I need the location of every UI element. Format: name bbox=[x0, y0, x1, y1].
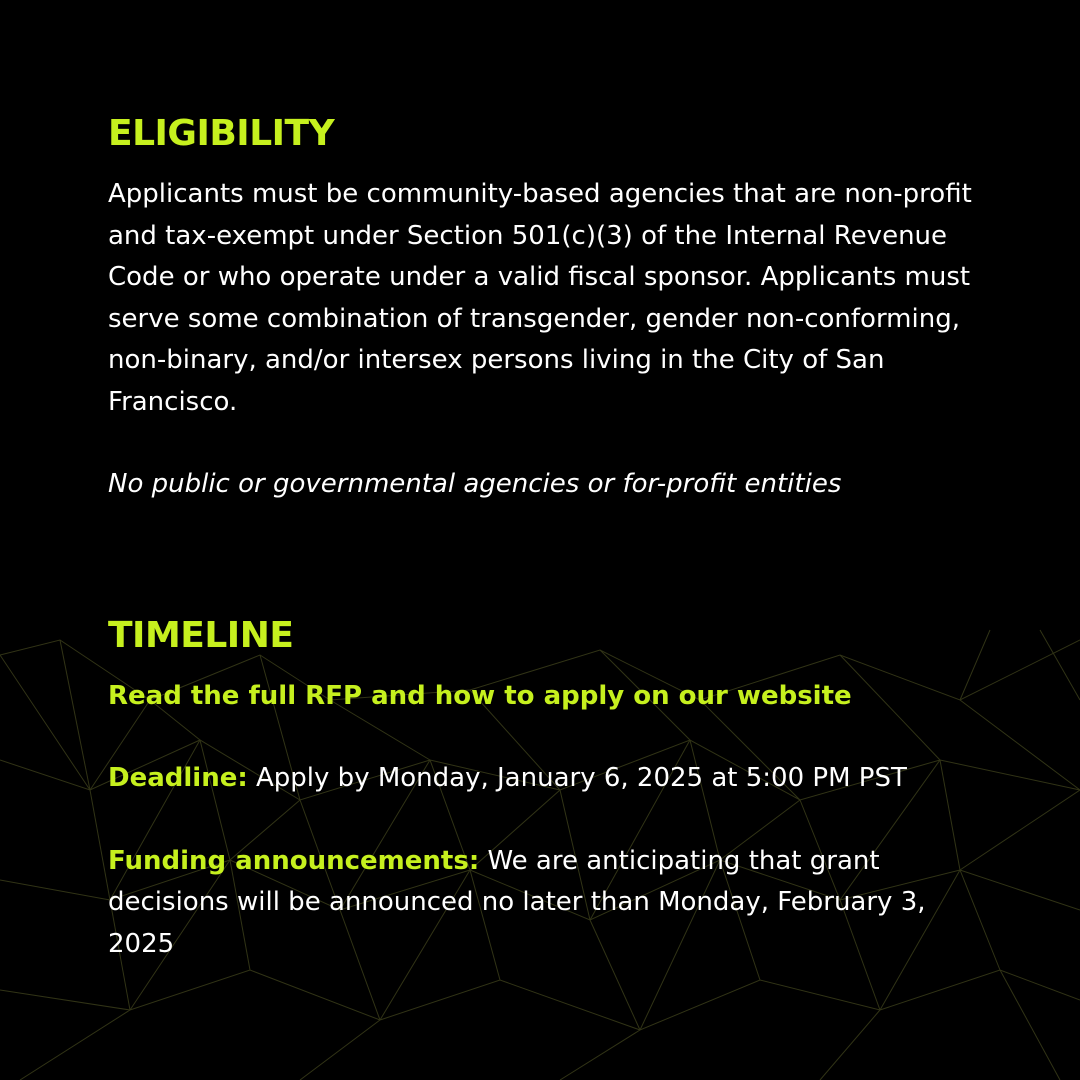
funding-label: Funding announcements: bbox=[108, 845, 480, 876]
eligibility-body: Applicants must be community-based agencies that are non-profit and tax-exempt under Section 501(c)(3) of the Internal Revenue Code or who operate under a valid fiscal sponsor. Applicants must serve some combination of transgender, gender non-conforming, non-binary, and/or intersex persons living in the City of San Francisco. bbox=[108, 179, 972, 417]
deadline-row bbox=[108, 758, 988, 800]
timeline-section bbox=[108, 612, 988, 966]
rfp-link[interactable]: Read the full RFP and how to apply on our website bbox=[108, 680, 852, 711]
funding-text: We are anticipating that grant decisions will be announced no later than Monday, February 3, 2025 bbox=[108, 845, 926, 959]
timeline-heading: TIMELINE bbox=[108, 614, 294, 656]
deadline-label: Deadline: bbox=[108, 763, 248, 793]
deadline-text: Apply by Monday, January 6, 2025 at 5:00 PM PST bbox=[247, 763, 907, 793]
funding-row bbox=[108, 841, 988, 966]
eligibility-heading: ELIGIBILITY bbox=[108, 113, 335, 154]
main-content bbox=[108, 110, 988, 965]
eligibility-section bbox=[108, 110, 988, 506]
eligibility-note: No public or governmental agencies or for-profit entities bbox=[108, 469, 842, 499]
